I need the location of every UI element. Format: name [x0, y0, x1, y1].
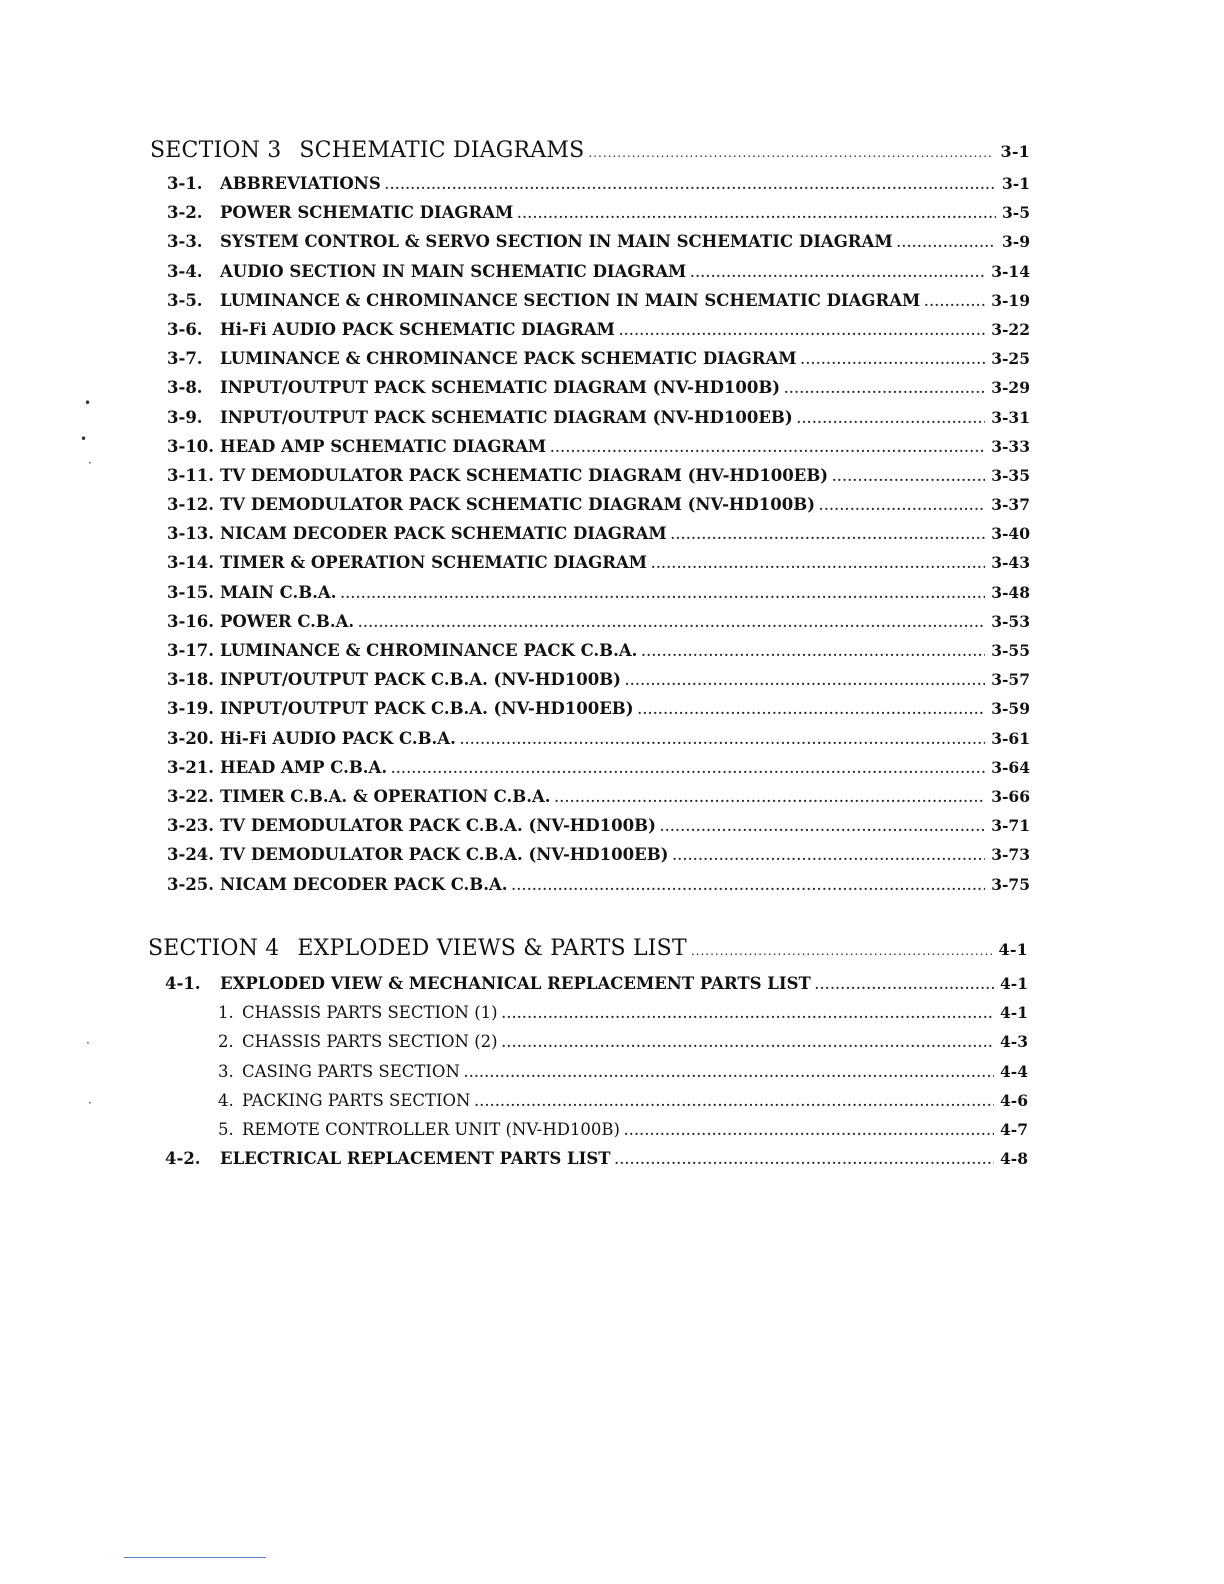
entry-page: 3-37	[991, 495, 1030, 515]
leader-dots	[625, 674, 985, 688]
entry-page: 3-25	[991, 349, 1030, 369]
scan-speck: •	[80, 432, 88, 446]
section-4-page: 4-1	[998, 940, 1028, 959]
entry-number: 3-20.	[167, 728, 215, 748]
entry-page: 3-29	[991, 378, 1030, 398]
toc-section-4	[148, 936, 1028, 1178]
toc-entry[interactable]	[150, 203, 1030, 232]
entry-number: 3-22.	[167, 786, 215, 806]
entry-page: 4-3	[999, 1032, 1028, 1052]
entry-page: 3-55	[991, 641, 1030, 660]
scan-speck: ·	[88, 1096, 92, 1110]
entry-number: 3-5.	[167, 290, 203, 310]
leader-dots	[340, 587, 985, 601]
entry-page: 3-22	[991, 319, 1030, 339]
entry-number: 3-19.	[167, 699, 215, 719]
toc-entry[interactable]	[150, 612, 1030, 641]
entry-page: 3-5	[1001, 203, 1030, 223]
entry-number: 3-9.	[167, 407, 203, 427]
entry-page: 3-61	[991, 728, 1030, 748]
entry-title: Hi-Fi AUDIO PACK SCHEMATIC DIAGRAM	[220, 319, 615, 339]
leader-dots	[797, 412, 986, 426]
leader-dots	[615, 1153, 994, 1167]
entry-title: TIMER & OPERATION SCHEMATIC DIAGRAM	[220, 553, 648, 573]
entry-number: 3-17.	[167, 641, 215, 660]
entry-page: 3-35	[991, 465, 1030, 485]
entry-number: 3-1.	[167, 174, 203, 193]
leader-dots	[385, 178, 996, 192]
toc-subentry[interactable]	[148, 1120, 1028, 1149]
entry-page: 3-31	[991, 407, 1030, 427]
entry-title: AUDIO SECTION IN MAIN SCHEMATIC DIAGRAM	[220, 261, 687, 281]
leader-dots	[641, 645, 985, 659]
leader-dots	[550, 441, 985, 455]
section-4-number: SECTION 4	[148, 936, 280, 961]
entry-title: INPUT/OUTPUT PACK C.B.A. (NV-HD100B)	[220, 670, 621, 690]
entry-page: 4-1	[999, 974, 1028, 993]
entry-page: 3-43	[991, 553, 1030, 573]
entry-page: 3-48	[991, 582, 1030, 602]
toc-entry[interactable]	[150, 262, 1030, 291]
toc-entry[interactable]	[150, 291, 1030, 320]
entry-title: LUMINANCE & CHROMINANCE PACK C.B.A.	[220, 641, 638, 660]
leader-dots	[588, 146, 994, 160]
section-3-title: SCHEMATIC DIAGRAMS	[299, 138, 585, 163]
entry-title: PACKING PARTS SECTION	[242, 1090, 471, 1110]
leader-dots	[475, 1095, 994, 1109]
section-3-page: 3-1	[1000, 142, 1030, 161]
entry-title: INPUT/OUTPUT PACK SCHEMATIC DIAGRAM (NV-HD100EB)	[220, 407, 793, 427]
entry-page: 4-6	[999, 1090, 1028, 1110]
entry-title: POWER SCHEMATIC DIAGRAM	[220, 203, 514, 223]
entry-number: 3-24.	[167, 845, 215, 865]
leader-dots	[651, 557, 985, 571]
toc-entry[interactable]	[150, 758, 1030, 787]
leader-dots	[460, 733, 985, 747]
entry-number: 3-3.	[167, 232, 203, 252]
toc-entry[interactable]	[150, 875, 1030, 904]
entry-page: 3-75	[991, 874, 1030, 894]
toc-entry-4-2[interactable]	[148, 1149, 1028, 1178]
entry-page: 4-1	[999, 1003, 1028, 1023]
leader-dots	[924, 295, 985, 309]
entry-title: CHASSIS PARTS SECTION (2)	[242, 1032, 498, 1052]
entry-page: 3-40	[991, 524, 1030, 544]
leader-dots	[624, 1124, 994, 1138]
leader-dots	[660, 820, 985, 834]
entry-title: TIMER C.B.A. & OPERATION C.B.A.	[220, 786, 551, 806]
entry-title: CASING PARTS SECTION	[242, 1061, 460, 1081]
entry-number: 3-21.	[167, 757, 215, 777]
entry-number: 3-11.	[167, 465, 215, 485]
toc-subentry[interactable]	[148, 1062, 1028, 1091]
entry-page: 3-71	[991, 816, 1030, 836]
toc-entry[interactable]	[150, 466, 1030, 495]
leader-dots	[671, 528, 986, 542]
entry-number: 4-1.	[165, 974, 201, 993]
entry-page: 4-8	[999, 1149, 1028, 1169]
entry-title: EXPLODED VIEW & MECHANICAL REPLACEMENT PARTS LIST	[220, 974, 811, 993]
leader-dots	[691, 944, 993, 958]
entry-title: TV DEMODULATOR PACK C.B.A. (NV-HD100EB)	[220, 845, 669, 865]
leader-dots	[672, 849, 985, 863]
entry-title: MAIN C.B.A.	[220, 582, 337, 602]
entry-number: 3-4.	[167, 261, 203, 281]
entry-title: LUMINANCE & CHROMINANCE SECTION IN MAIN SCHEMATIC DIAGRAM	[220, 290, 921, 310]
leader-dots	[358, 616, 985, 630]
section-3-number: SECTION 3	[150, 138, 282, 163]
entry-title: Hi-Fi AUDIO PACK C.B.A.	[220, 728, 456, 748]
entry-number: 3-16.	[167, 611, 215, 631]
entry-number: 3-25.	[167, 874, 215, 894]
toc-entry[interactable]	[150, 583, 1030, 612]
toc-entry[interactable]	[150, 232, 1030, 261]
leader-dots	[464, 1066, 994, 1080]
toc-entry[interactable]	[150, 378, 1030, 407]
toc-entry[interactable]	[150, 495, 1030, 524]
leader-dots	[517, 207, 996, 221]
toc-entry[interactable]	[150, 729, 1030, 758]
entry-page: 3-66	[991, 786, 1030, 806]
entry-number: 2.	[218, 1032, 234, 1052]
entry-title: CHASSIS PARTS SECTION (1)	[242, 1003, 498, 1023]
toc-entry[interactable]	[150, 670, 1030, 699]
leader-dots	[502, 1036, 994, 1050]
scan-speck: ·	[88, 456, 92, 470]
leader-dots	[555, 791, 986, 805]
entry-number: 3-13.	[167, 524, 215, 544]
toc-entry[interactable]	[150, 437, 1030, 466]
toc-entry[interactable]	[150, 320, 1030, 349]
leader-dots	[619, 324, 985, 338]
entry-number: 3-15.	[167, 582, 215, 602]
toc-entry[interactable]	[150, 641, 1030, 670]
toc-entry[interactable]	[150, 174, 1030, 203]
entry-title: TV DEMODULATOR PACK C.B.A. (NV-HD100B)	[220, 816, 656, 836]
entry-number: 3-23.	[167, 816, 215, 836]
toc-entry[interactable]	[150, 816, 1030, 845]
entry-page: 3-9	[1001, 232, 1030, 252]
entry-number: 3-14.	[167, 553, 215, 573]
entry-number: 3-12.	[167, 495, 215, 515]
section-3-entries	[150, 174, 1030, 904]
scan-speck: •	[84, 396, 92, 410]
entry-number: 3-8.	[167, 378, 203, 398]
entry-title: NICAM DECODER PACK C.B.A.	[220, 874, 508, 894]
entry-number: 3.	[218, 1061, 234, 1081]
entry-page: 3-19	[991, 290, 1030, 310]
entry-page: 3-64	[991, 757, 1030, 777]
toc-entry[interactable]	[150, 699, 1030, 728]
entry-number: 3-7.	[167, 349, 203, 369]
entry-title: POWER C.B.A.	[220, 611, 355, 631]
entry-number: 5.	[218, 1119, 234, 1139]
leader-dots	[815, 978, 994, 992]
leader-dots	[391, 762, 985, 776]
entry-number: 3-2.	[167, 203, 203, 223]
entry-title: TV DEMODULATOR PACK SCHEMATIC DIAGRAM (HV-HD100EB)	[220, 465, 829, 485]
entry-title: ABBREVIATIONS	[220, 174, 381, 193]
leader-dots	[784, 382, 985, 396]
entry-page: 4-7	[999, 1119, 1028, 1139]
entry-title: NICAM DECODER PACK SCHEMATIC DIAGRAM	[220, 524, 667, 544]
section-3-heading	[150, 138, 1030, 174]
leader-dots	[512, 879, 986, 893]
toc-entry[interactable]	[150, 845, 1030, 874]
page-edge-line	[124, 1557, 266, 1558]
entry-page: 3-53	[991, 611, 1030, 631]
toc-entry[interactable]	[150, 553, 1030, 582]
entry-title: LUMINANCE & CHROMINANCE PACK SCHEMATIC DIAGRAM	[220, 349, 797, 369]
section-4-heading	[148, 936, 1028, 972]
toc-subentry[interactable]	[148, 1003, 1028, 1032]
entry-title: INPUT/OUTPUT PACK C.B.A. (NV-HD100EB)	[220, 699, 634, 719]
section-4-subentries	[148, 1003, 1028, 1149]
entry-page: 3-1	[1001, 174, 1030, 193]
entry-page: 3-33	[991, 436, 1030, 456]
leader-dots	[897, 236, 996, 250]
entry-number: 3-6.	[167, 319, 203, 339]
entry-number: 3-18.	[167, 670, 215, 690]
leader-dots	[690, 266, 985, 280]
entry-title: HEAD AMP C.B.A.	[220, 757, 388, 777]
toc-subentry[interactable]	[148, 1091, 1028, 1120]
section-4-title: EXPLODED VIEWS & PARTS LIST	[297, 936, 687, 961]
entry-number: 1.	[218, 1003, 234, 1023]
entry-number: 3-10.	[167, 436, 215, 456]
entry-title: SYSTEM CONTROL & SERVO SECTION IN MAIN SCHEMATIC DIAGRAM	[220, 232, 893, 252]
entry-number: 4-2.	[165, 1149, 201, 1169]
leader-dots	[638, 703, 986, 717]
toc-entry-4-1[interactable]	[148, 974, 1028, 1003]
entry-title: ELECTRICAL REPLACEMENT PARTS LIST	[220, 1149, 611, 1169]
toc-entry[interactable]	[150, 408, 1030, 437]
entry-title: INPUT/OUTPUT PACK SCHEMATIC DIAGRAM (NV-HD100B)	[220, 378, 781, 398]
leader-dots	[502, 1007, 994, 1021]
leader-dots	[801, 353, 986, 367]
entry-page: 3-14	[991, 261, 1030, 281]
entry-number: 4.	[218, 1090, 234, 1110]
toc-section-3	[150, 138, 1030, 904]
leader-dots	[819, 499, 985, 513]
leader-dots	[832, 470, 985, 484]
entry-title: REMOTE CONTROLLER UNIT (NV-HD100B)	[242, 1119, 620, 1139]
toc-entry[interactable]	[150, 349, 1030, 378]
entry-page: 3-57	[991, 670, 1030, 690]
entry-page: 3-59	[991, 699, 1030, 719]
entry-title: HEAD AMP SCHEMATIC DIAGRAM	[220, 436, 547, 456]
entry-title: TV DEMODULATOR PACK SCHEMATIC DIAGRAM (NV-HD100B)	[220, 495, 816, 515]
entry-page: 4-4	[999, 1061, 1028, 1081]
toc-entry[interactable]	[150, 787, 1030, 816]
toc-entry[interactable]	[150, 524, 1030, 553]
entry-page: 3-73	[991, 845, 1030, 865]
scan-speck: ·	[86, 1036, 90, 1050]
toc-subentry[interactable]	[148, 1032, 1028, 1061]
